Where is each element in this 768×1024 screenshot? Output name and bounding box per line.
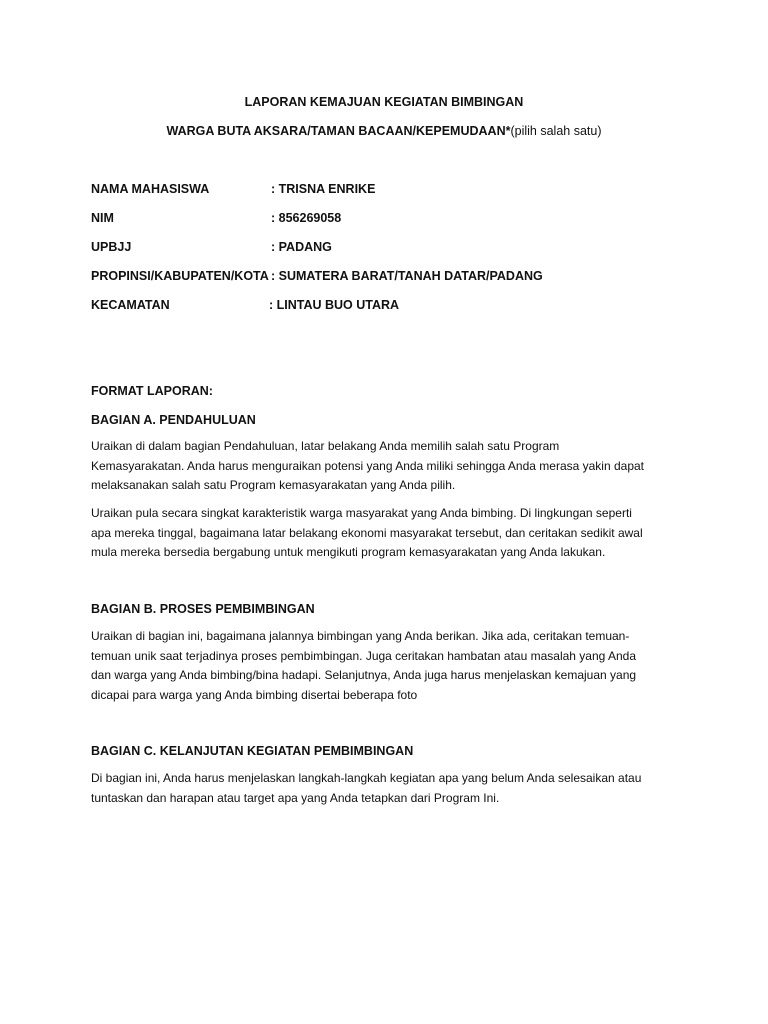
subtitle-note: (pilih salah satu) [510,124,602,138]
paragraph-line: Uraikan di dalam bagian Pendahuluan, latar belakang Anda memilih salah satu Program [91,439,560,453]
section-c-heading: BAGIAN C. KELANJUTAN KEGIATAN PEMBIMBINGAN [91,744,414,758]
info-row-nim [91,210,342,226]
section-a-paragraph-1 [91,437,681,496]
paragraph-line: dan warga yang Anda bimbing/bina hadapi. Selanjutnya, Anda juga harus menjelaskan kemajuan yang [91,668,637,682]
paragraph-line: Kemasyarakatan. Anda harus menguraikan potensi yang Anda miliki sehingga Anda merasa yakin dapat [91,458,645,473]
info-row-upbjj [91,239,332,255]
info-label-nama: NAMA MAHASISWA [91,182,210,196]
paragraph-line: Uraikan pula secara singkat karakteristik warga masyarakat yang Anda bimbing. Di lingkungan seperti [91,506,632,520]
paragraph-line: dicapai para warga yang Anda bimbing disertai beberapa foto [91,687,418,702]
section-a-heading: BAGIAN A. PENDAHULUAN [91,413,256,427]
format-heading: FORMAT LAPORAN: [91,384,213,398]
info-row-propinsi [91,268,543,284]
section-b-heading: BAGIAN B. PROSES PEMBIMBINGAN [91,602,315,616]
subtitle-options: WARGA BUTA AKSARA/TAMAN BACAAN/KEPEMUDAAN* [166,124,511,138]
paragraph-line: temuan unik saat terjadinya proses pembimbingan. Juga ceritakan hambatan atau masalah yang Anda [91,648,637,663]
info-row-kecamatan [91,297,400,313]
info-label-kecamatan: KECAMATAN [91,298,170,312]
paragraph-line: Di bagian ini, Anda harus menjelaskan langkah-langkah kegiatan apa yang belum Anda selesaikan atau [91,771,642,785]
paragraph-line: apa mereka tinggal, bagaimana latar belakang ekonomi masyarakat tersebut, dan ceritakan sedikit awal [91,525,643,540]
section-c-paragraph-1 [91,769,681,808]
info-value-nama: : TRISNA ENRIKE [271,182,376,196]
section-a-paragraph-2 [91,504,681,563]
document-subtitle [0,123,768,139]
info-label-propinsi: PROPINSI/KABUPATEN/KOTA [91,269,269,283]
info-value-nim: : 856269058 [271,211,342,225]
section-b-paragraph-1 [91,627,681,705]
paragraph-line: tuntaskan dan harapan atau target apa yang Anda tetapkan dari Program Ini. [91,790,500,805]
info-value-kecamatan: : LINTAU BUO UTARA [269,298,400,312]
info-row-nama [91,181,376,197]
paragraph-line: Uraikan di bagian ini, bagaimana jalannya bimbingan yang Anda berikan. Jika ada, ceritakan temuan- [91,629,630,643]
info-label-nim: NIM [91,211,114,225]
info-value-upbjj: : PADANG [271,240,332,254]
document-title: LAPORAN KEMAJUAN KEGIATAN BIMBINGAN [244,95,524,109]
paragraph-line: melaksanakan salah satu Program kemasyarakatan yang Anda pilih. [91,478,456,492]
info-label-upbjj: UPBJJ [91,240,132,254]
paragraph-line: mula mereka bersedia bergabung untuk mengikuti program kemasyarakatan yang Anda lakukan. [91,545,606,559]
info-value-propinsi: : SUMATERA BARAT/TANAH DATAR/PADANG [271,269,543,283]
